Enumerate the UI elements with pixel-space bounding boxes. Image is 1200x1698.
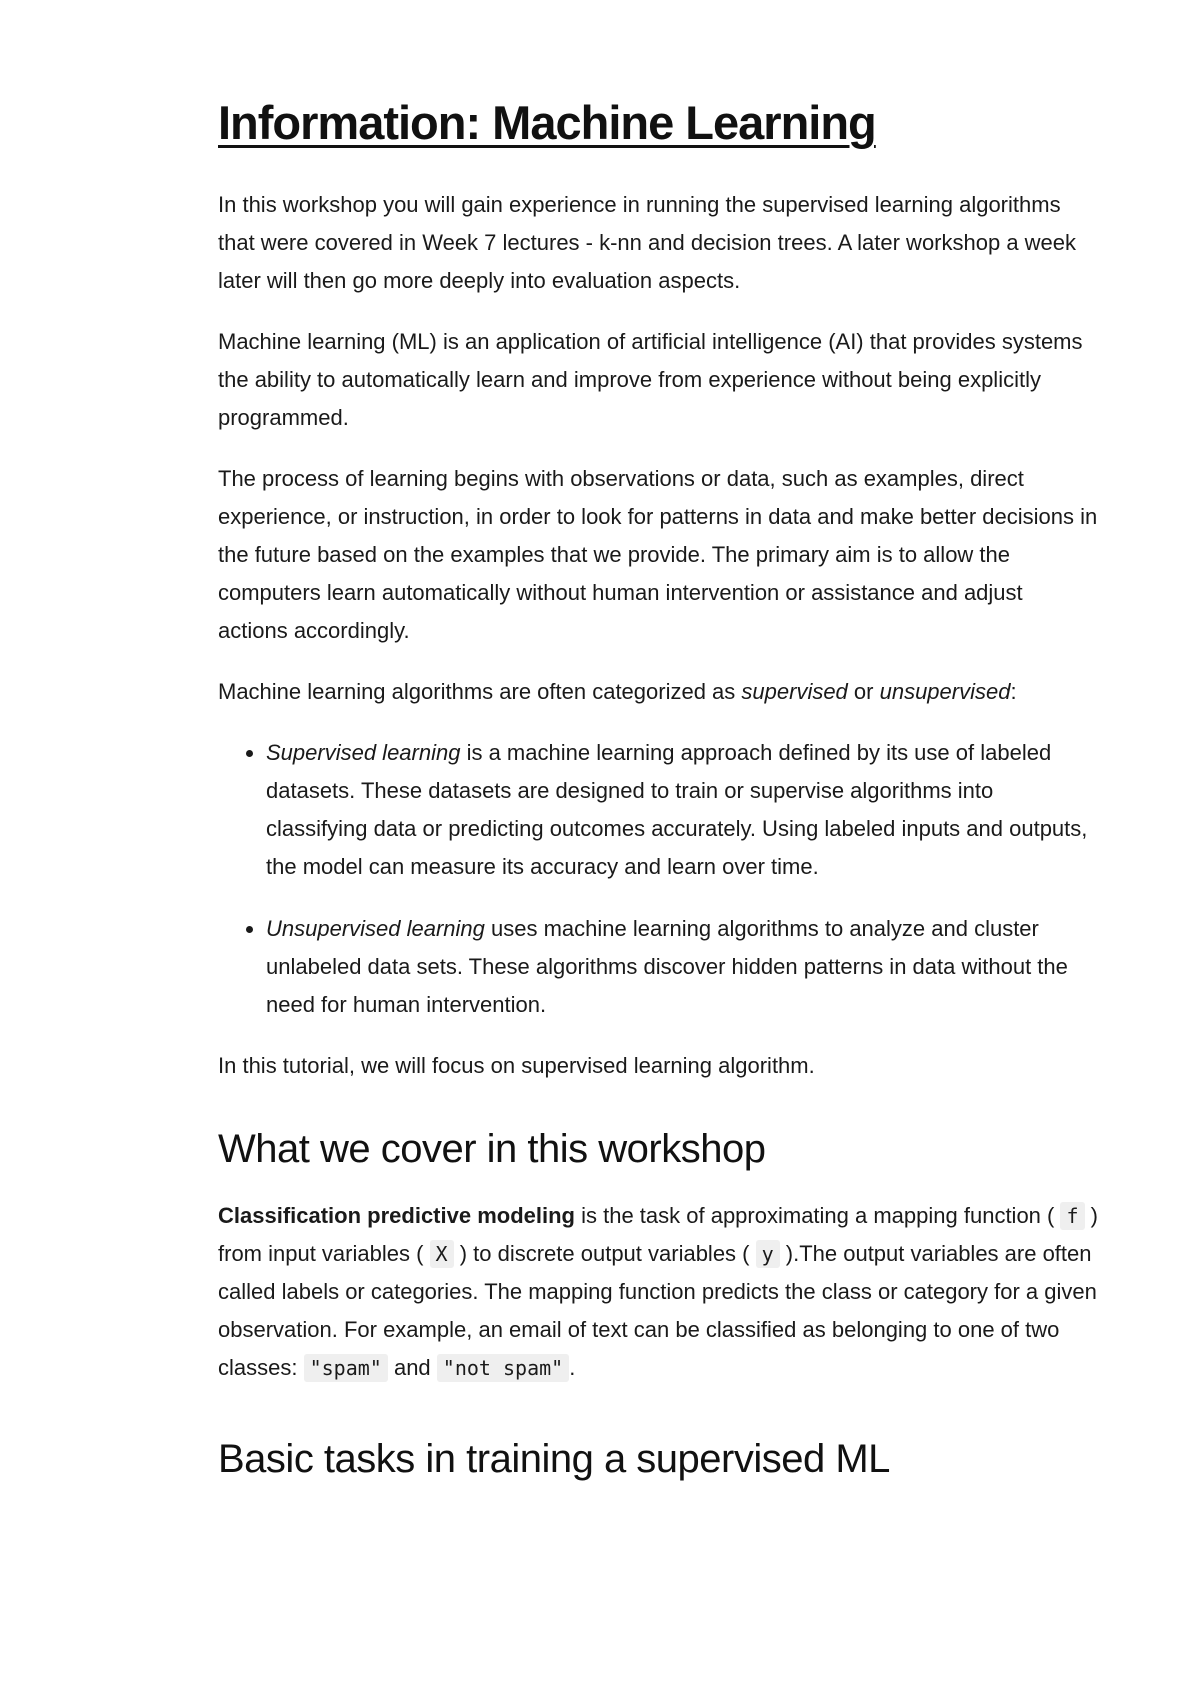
categories-text-start: Machine learning algorithms are often categorized as (218, 679, 742, 705)
unsupervised-term: unsupervised (879, 679, 1011, 705)
section-heading-workshop-cover: What we cover in this workshop (218, 1127, 766, 1172)
classification-text: ) from input variables ( (218, 1203, 1098, 1267)
list-item-text: uses machine learning algorithms to analyze and cluster unlabeled data sets. These algorithms discover hidden patterns in data without the need for human intervention. (266, 916, 1068, 1018)
learning-types-list (218, 734, 1098, 1024)
classification-term: Classification predictive modeling (218, 1203, 575, 1229)
focus-paragraph: In this tutorial, we will focus on supervised learning algorithm. (218, 1053, 815, 1079)
intro-paragraph-categories (218, 673, 1098, 711)
code-not-spam: "not spam" (437, 1354, 569, 1382)
classification-text: and (387, 1355, 437, 1381)
code-x: X (430, 1240, 454, 1268)
intro-paragraph-learning-process: The process of learning begins with observations or data, such as examples, direct experience, or instruction, in order to look for patterns in data and make better decisions in the future based on the examples that we provide. The primary aim is to allow the computers learn automatically without human intervention or assistance and adjust actions accordingly. (218, 466, 1098, 644)
supervised-term: supervised (741, 679, 848, 705)
classification-text: . (569, 1355, 576, 1381)
section-heading-basic-tasks: Basic tasks in training a supervised ML (218, 1437, 890, 1482)
list-item-text: is a machine learning approach defined by its use of labeled datasets. These datasets are designed to train or supervise algorithms into classifying data or predicting outcomes accurately. Using labeled inputs and outputs, the model can measure its accuracy and learn over time. (266, 740, 1088, 880)
list-item-unsupervised (266, 910, 1098, 1024)
list-item-supervised (266, 734, 1098, 886)
code-f: f (1060, 1202, 1084, 1230)
intro-paragraph-ml-definition: Machine learning (ML) is an application of artificial intelligence (AI) that provides systems the ability to automatically learn and improve from experience without being explicitly programmed. (218, 329, 1083, 431)
code-y: y (756, 1240, 780, 1268)
intro-paragraph-workshop: In this workshop you will gain experience in running the supervised learning algorithms that were covered in Week 7 lectures - k-nn and decision trees. A later workshop a week later will then go more deeply into evaluation aspects. (218, 192, 1077, 294)
code-spam: "spam" (304, 1354, 388, 1382)
page-title: Information: Machine Learning (218, 96, 876, 149)
classification-text: is the task of approximating a mapping function ( (574, 1203, 1061, 1229)
document-page (218, 96, 1098, 1507)
classification-text: ) to discrete output variables ( (453, 1241, 756, 1267)
list-item-term: Unsupervised learning (266, 916, 485, 942)
classification-text: ).The output variables are often called labels or categories. The mapping function predicts the class or category for a given observation. For example, an email of text can be classified as belonging to one of two classes: (218, 1241, 1097, 1381)
classification-paragraph (218, 1197, 1098, 1387)
categories-text-mid: or (847, 679, 880, 705)
list-item-term: Supervised learning (266, 740, 461, 766)
categories-text-end: : (1010, 679, 1017, 705)
